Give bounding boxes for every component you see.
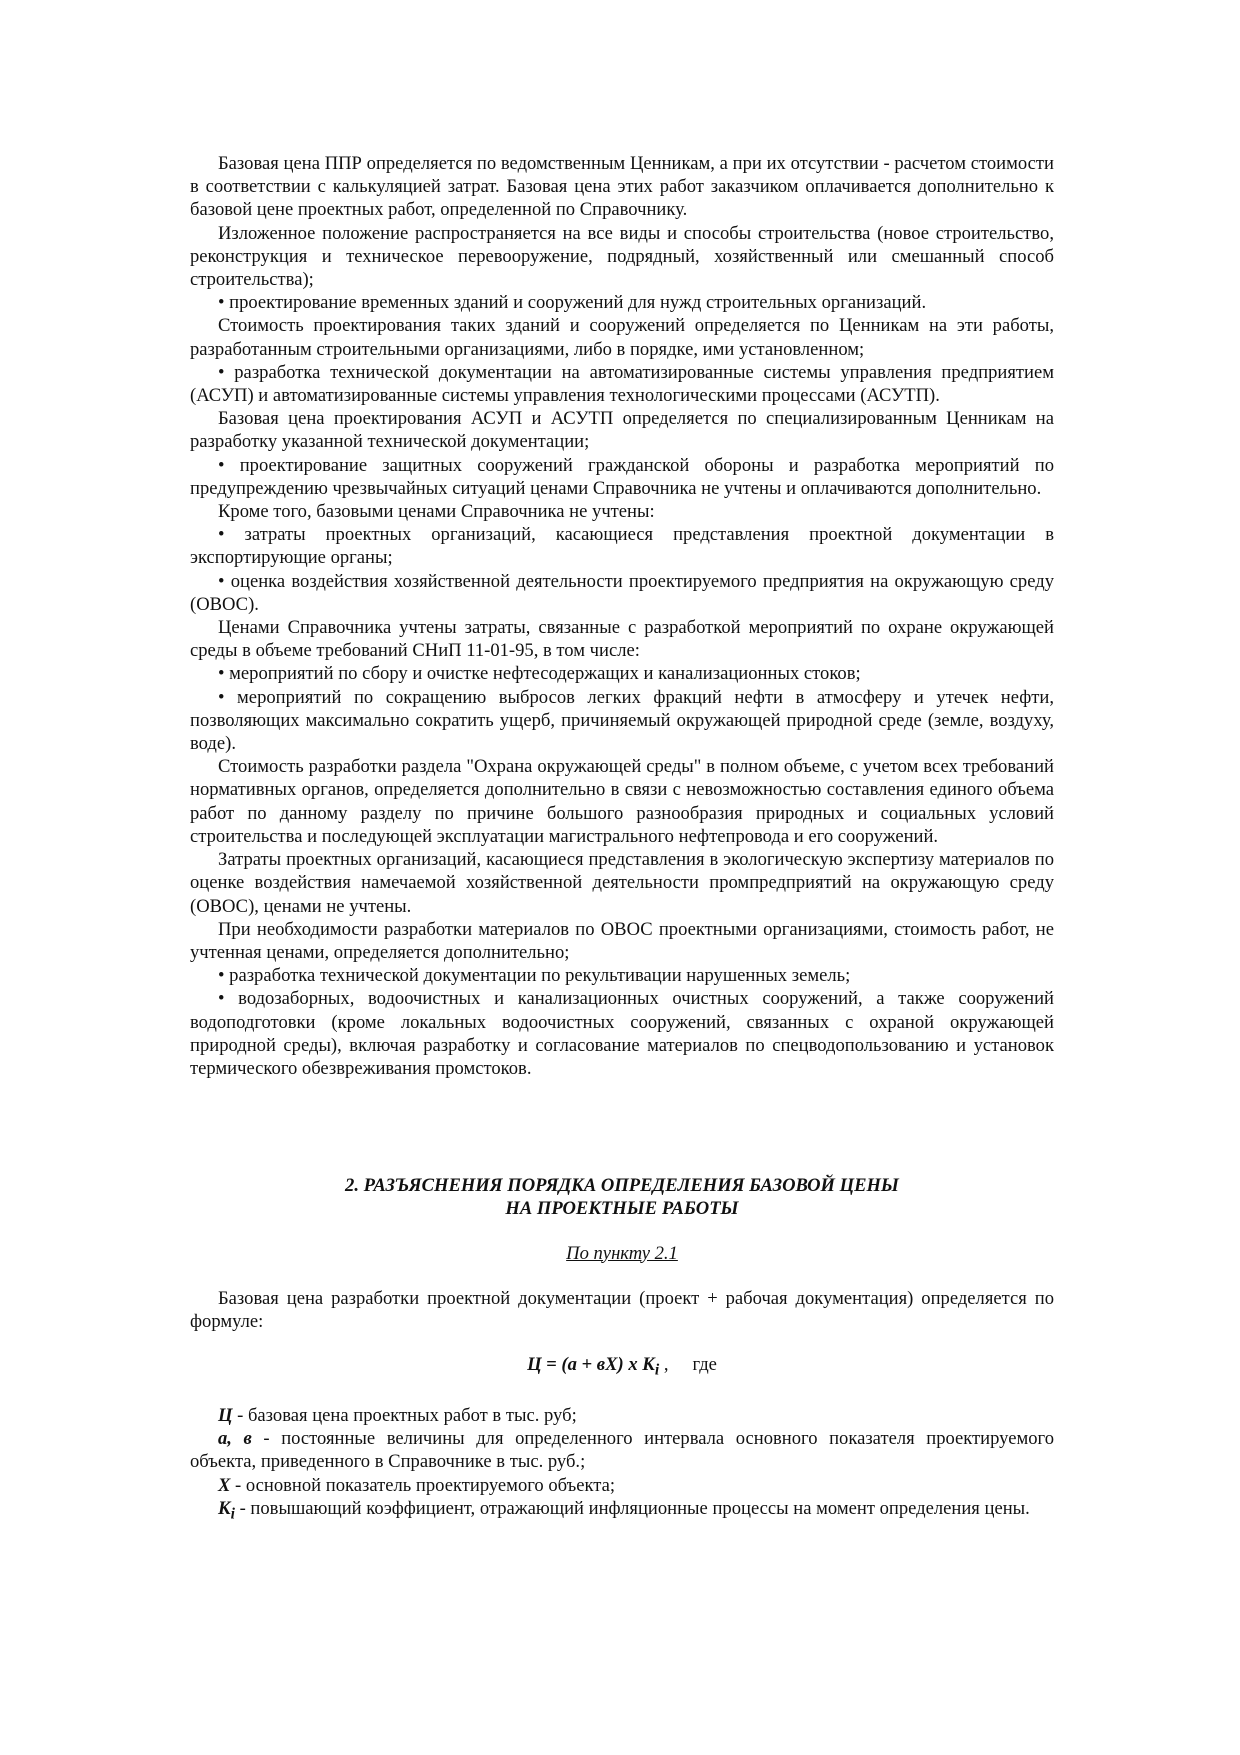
formula [190,1353,1054,1382]
definition-item: Ц - базовая цена проектных работ в тыс. руб; [218,1405,577,1427]
bullet-item: • оценка воздействия хозяйственной деятельности проектируемого предприятия на окружающую среду (ОВОС). [190,570,1054,615]
paragraph: Базовая цена ППР определяется по ведомственным Ценникам, а при их отсутствии - расчетом стоимости в соответствии с калькуляцией затрат. Базовая цена этих работ заказчиком оплачивается дополнительно к базовой цене проектных работ, определенной по Справочнику. [190,153,1054,221]
bullet-item: • затраты проектных организаций, касающиеся представления проектной документации в экспортирующие органы; [190,524,1054,569]
bullet-item: • разработка технической документации по рекультивации нарушенных земель; [218,965,851,987]
bullet-item: • мероприятий по сокращению выбросов легких фракций нефти в атмосферу и утечек нефти, позволяющих максимально сократить ущерб, причиняемый окружающей природной среде (земле, воздуху, воде). [190,686,1054,755]
document-page [190,152,1054,1526]
bullet-item: • проектирование временных зданий и сооружений для нужд строительных организаций. [218,292,927,314]
definition-item: $К_i$ - повышающий коэффициент, отражающий инфляционные процессы на момент определения цены. [218,1497,1030,1523]
formula-comma: , [659,1354,669,1376]
spacer [190,1265,1054,1287]
paragraph: Стоимость проектирования таких зданий и сооружений определяется по Ценникам на эти работы, разработанным строительными организациями, либо в порядке, ими установленном; [190,315,1054,360]
paragraph: Кроме того, базовыми ценами Справочника не учтены: [218,501,655,523]
paragraph: Затраты проектных организаций, касающиеся представления в экологическую экспертизу материалов по оценке воздействия намечаемой хозяйственной деятельности промпредприятий на окружающую среду (ОВОС), ценами не учтены. [190,849,1054,917]
paragraph: Базовая цена проектирования АСУП и АСУТП определяется по специализированным Ценникам на разработку указанной технической документации; [190,408,1054,453]
paragraph: Изложенное положение распространяется на все виды и способы строительства (новое строительство, реконструкция и техническое перевооружение, подрядный, хозяйственный или смешанный способ строительства); [190,222,1054,291]
bullet-item: • мероприятий по сбору и очистке нефтесодержащих и канализационных стоков; [218,663,861,685]
subheading: По пункту 2.1 [566,1242,678,1264]
definition-item: а, в - постоянные величины для определенного интервала основного показателя проектируемого объекта, приведенного в Справочнике в тыс. руб.; [190,1428,1055,1473]
heading-line-2: НА ПРОЕКТНЫЕ РАБОТЫ [505,1198,739,1220]
formula-intro: Базовая цена разработки проектной документации (проект + рабочая документация) определяется по формуле: [190,1287,1054,1332]
definitions [190,1404,1054,1526]
heading-line-1: 2. РАЗЪЯСНЕНИЯ ПОРЯДКА ОПРЕДЕЛЕНИЯ БАЗОВОЙ ЦЕНЫ [345,1175,899,1197]
bullet-item: • разработка технической документации на автоматизированные системы управления предприятием (АСУП) и автоматизированные системы управления технологическими процессами (АСУТП). [190,361,1054,407]
bullet-item: • водозаборных, водоочистных и канализационных очистных сооружений, а также сооружений водоподготовки (кроме локальных водоочистных сооружений, связанных с охраной окружающей природной среды), включая разработку и согласование материалов по спецводопользованию и установок термического обезвреживания промстоков. [190,988,1054,1079]
section-1-text [190,152,1054,1080]
paragraph: Стоимость разработки раздела "Охрана окружающей среды" в полном объеме, с учетом всех требований нормативных органов, определяется дополнительно в связи с невозможностью составления единого объема работ по данному разделу по причине большого разнообразия природных и социальных условий строительства и последующей эксплуатации магистрального нефтепровода и его сооружений. [190,756,1054,847]
definition-item: Х - основной показатель проектируемого объекта; [218,1474,616,1496]
formula-expression: Ц = (а + вХ) х $К_i$ [527,1354,660,1379]
paragraph: Ценами Справочника учтены затраты, связанные с разработкой мероприятий по охране окружающей среды в объеме требований СНиП 11-01-95, в том числе: [190,617,1054,662]
section-2-heading [190,1174,1054,1220]
paragraph: При необходимости разработки материалов по ОВОС проектными организациями, стоимость работ, не учтенная ценами, определяется дополнительно; [190,918,1054,963]
formula-where: где [692,1354,717,1376]
bullet-item: • проектирование защитных сооружений гражданской обороны и разработка мероприятий по предупреждению чрезвычайных ситуаций ценами Справочника не учтены и оплачиваются дополнительно. [190,454,1054,499]
